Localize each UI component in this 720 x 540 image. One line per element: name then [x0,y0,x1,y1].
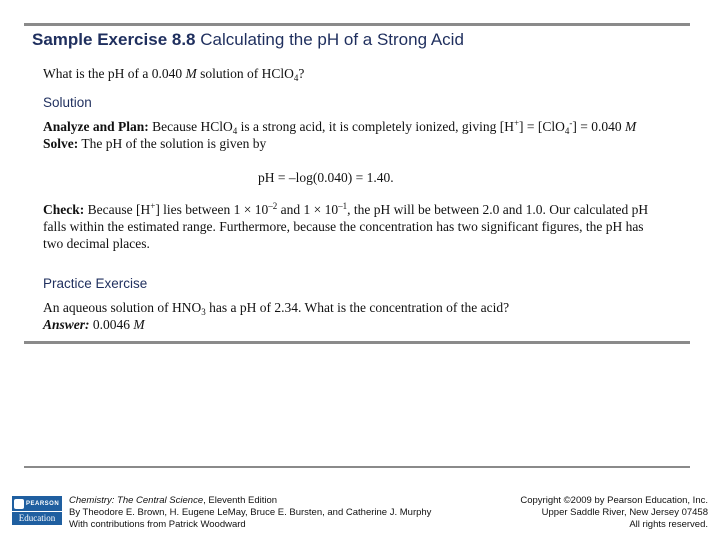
solve-text: Solve: The pH of the solution is given by [43,136,267,151]
top-rule [24,23,690,26]
title-rest: Calculating the pH of a Strong Acid [195,30,464,49]
book-authors: By Theodore E. Brown, H. Eugene LeMay, Bruce E. Bursten, and Catherine J. Murphy [69,507,432,518]
check-text: Check: Because [H+] lies between $1 \times 10^{-2}$ and $1 \times 10^{-1}$, the pH will be between 2.0 and 1.0. Our calculated pH falls within the estimated range. Furthermore, because the concentration has two significant figures, the pH has two decimal places. [43,201,649,251]
page-title [32,30,464,50]
ph-equation: pH = –log(0.040) = 1.40. [258,170,394,185]
practice-answer: Answer: 0.0046 M [43,317,145,332]
practice-question: An aqueous solution of $HNO_3$ has a pH of 2.34. What is the concentration of the acid? [43,300,510,317]
practice-heading: Practice Exercise [43,276,148,291]
content-bottom-rule [24,341,690,344]
footer-copyright: Copyright ©2009 by Pearson Education, Inc. Upper Saddle River, New Jersey 07458 All rights reserved. [520,495,708,530]
footer-rule [24,466,690,468]
solution-heading: Solution [43,95,92,110]
footer-citation: Chemistry: The Central Science, Eleventh Edition By Theodore E. Brown, H. Eugene LeMay, Bruce E. Bursten, and Catherine J. Murphy With contributions from Patrick Woodward [69,495,432,530]
question-text: What is the pH of a 0.040 M solution of HClO$_4$? [43,66,305,83]
book-title: Chemistry: The Central Science [69,495,204,506]
analyze-plan-text: Analyze and Plan: Because HClO$_4$ is a strong acid, it is completely ionized, giving [H+] = [ClO$_4$-] = 0.040 M [43,118,637,136]
title-bold: Sample Exercise 8.8 [32,30,196,49]
pearson-mark-icon [14,499,24,509]
book-contributors: With contributions from Patrick Woodward [69,519,246,530]
pearson-logo: PEARSON Education [12,496,62,525]
